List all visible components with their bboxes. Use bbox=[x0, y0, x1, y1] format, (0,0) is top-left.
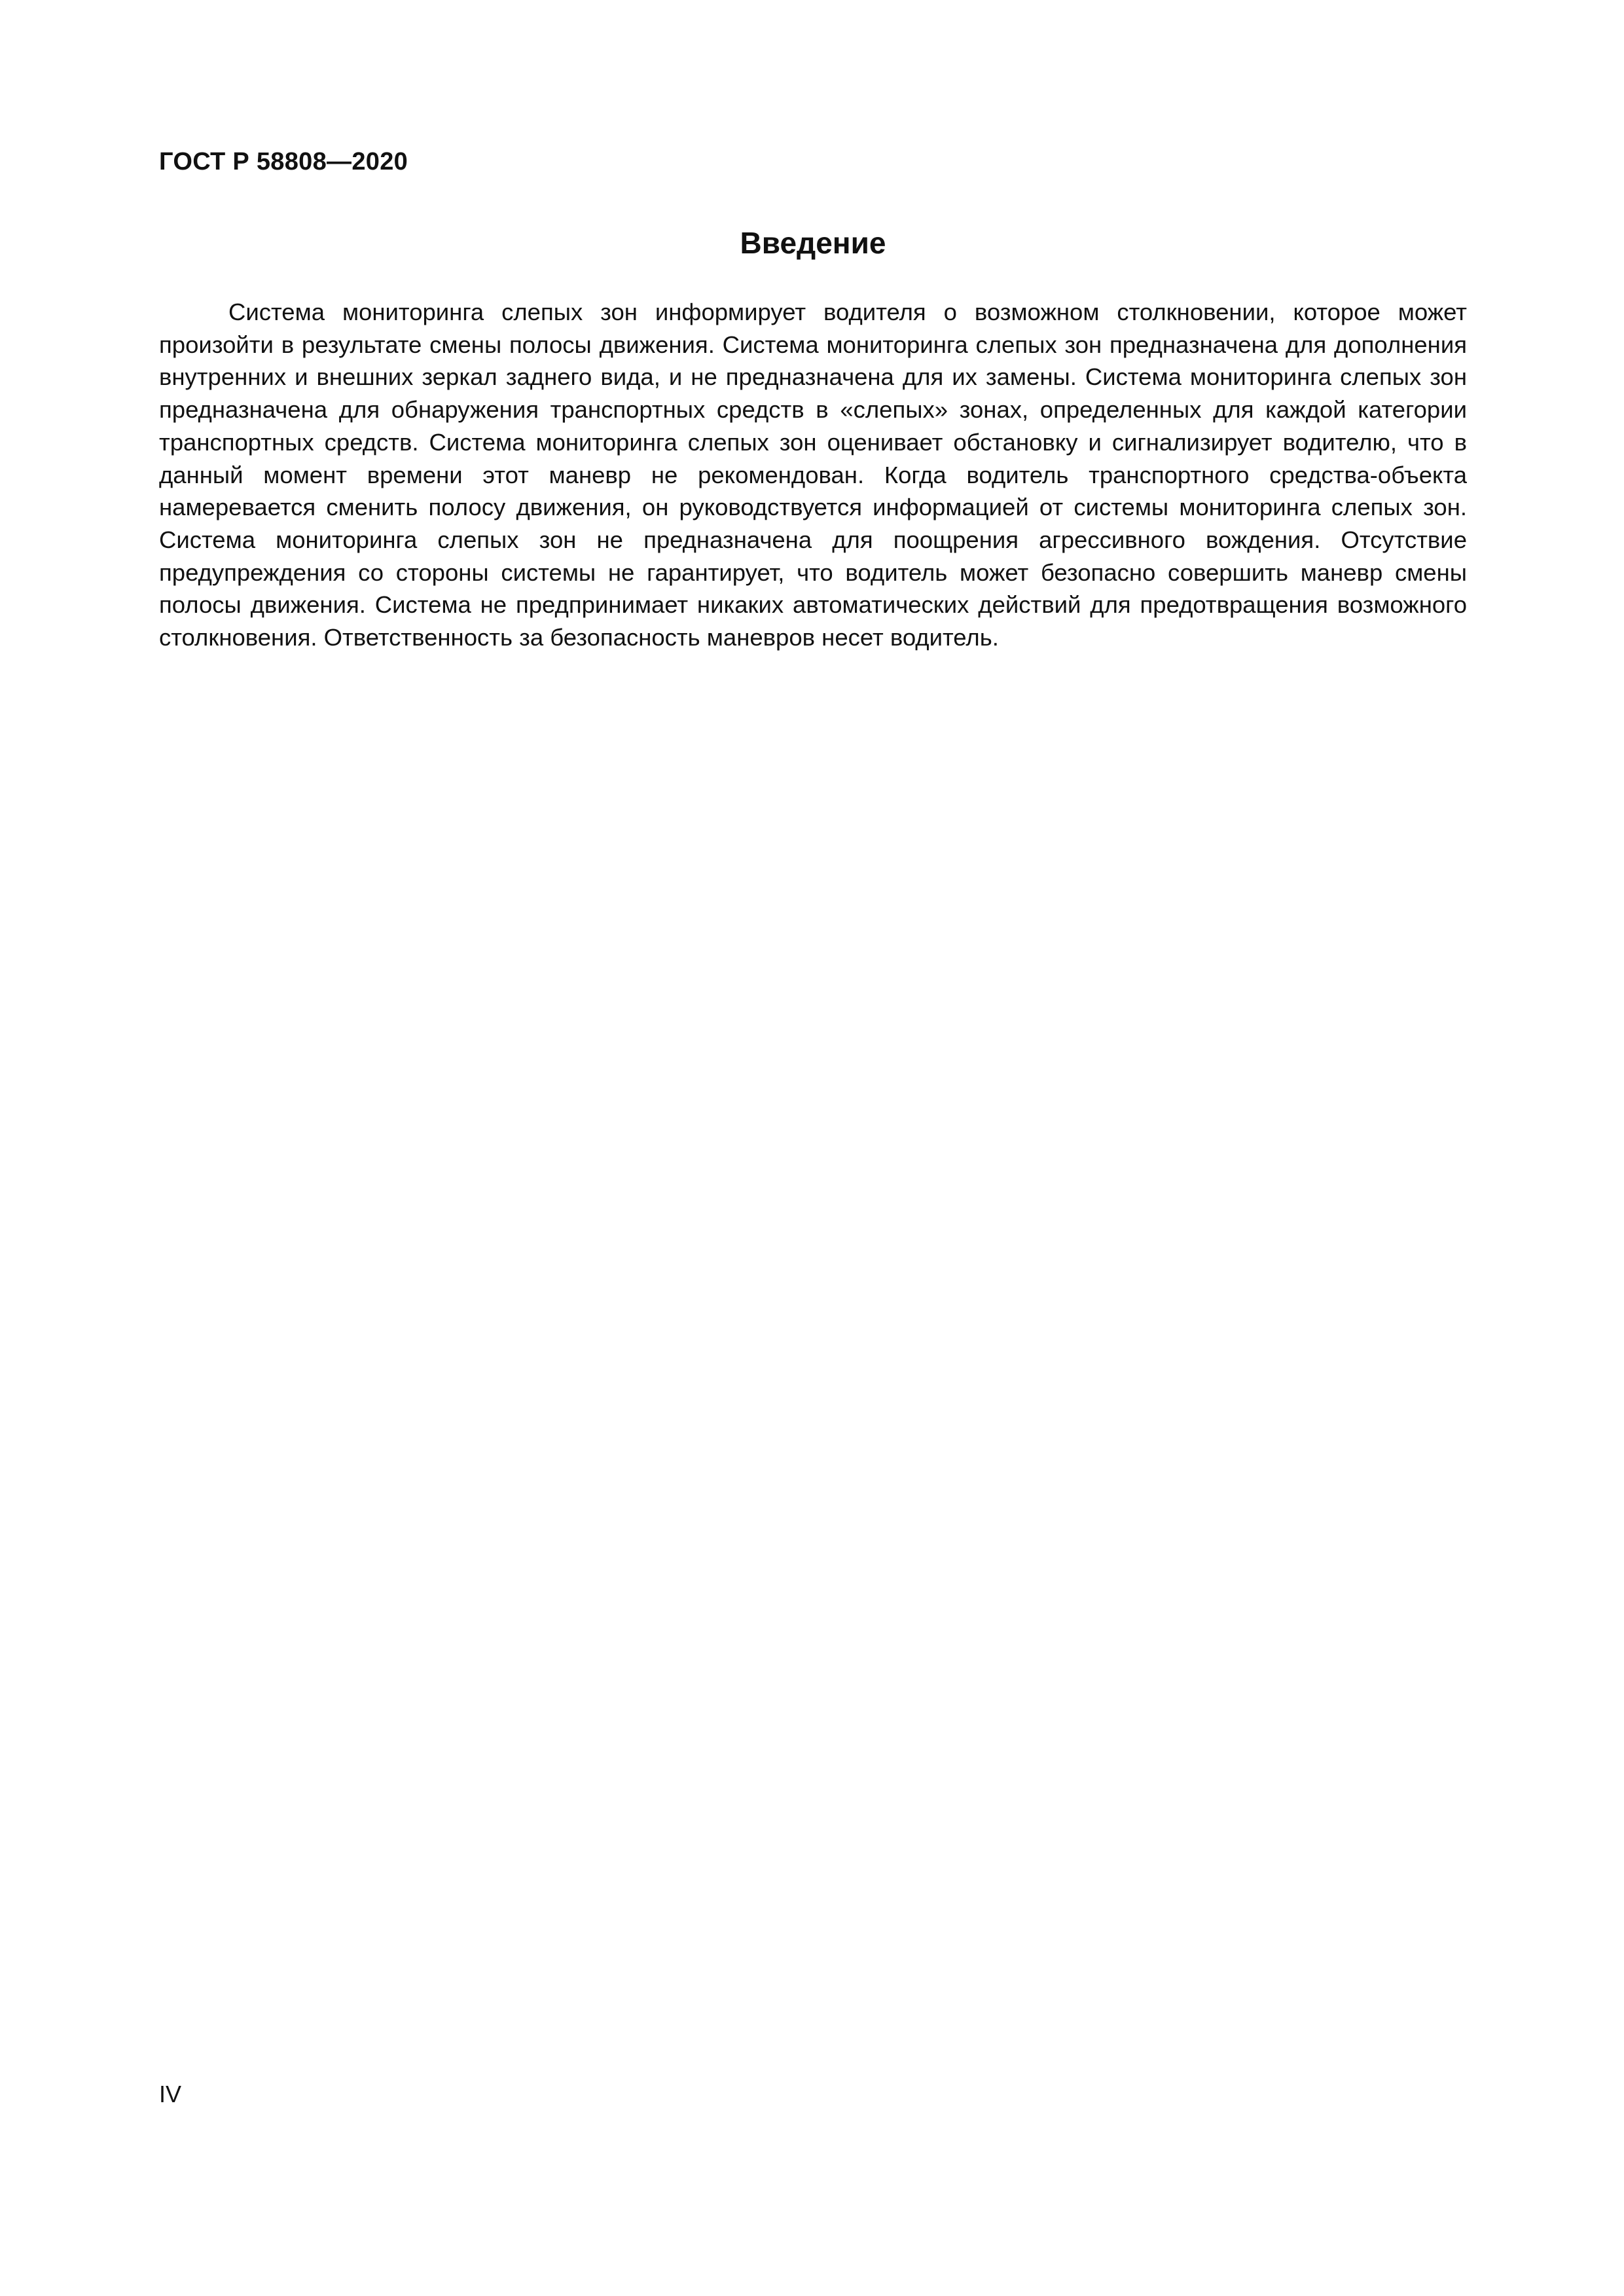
page-number: IV bbox=[159, 2081, 182, 2107]
document-code-header: ГОСТ Р 58808—2020 bbox=[159, 148, 408, 175]
introduction-paragraph: Система мониторинга слепых зон информирует водителя о возможном столкновении, которое может произойти в результате смены полосы движения. Система мониторинга слепых зон предназначена для дополнения внутренних и внешних зеркал заднего вида, и не предназначена для их замены. Система мониторинга слепых зон предназначена для обнаружения транспортных средств в «слепых» зонах, определенных для каждой категории транспортных средств. Система мониторинга слепых зон оценивает обстановку и сигнализирует водителю, что в данный момент времени этот маневр не рекомендован. Когда водитель транспортного средства-объекта намеревается сменить полосу движения, он руководствуется информацией от системы мониторинга слепых зон. Система мониторинга слепых зон не предназначена для поощрения агрессивного вождения. Отсутствие предупреждения со стороны системы не гарантирует, что водитель может безопасно совершить маневр смены полосы движения. Система не предпринимает никаких автоматических действий для предотвращения возможного столкновения. Ответственность за безопасность маневров несет водитель. bbox=[159, 299, 1467, 651]
section-title: Введение bbox=[740, 226, 886, 260]
